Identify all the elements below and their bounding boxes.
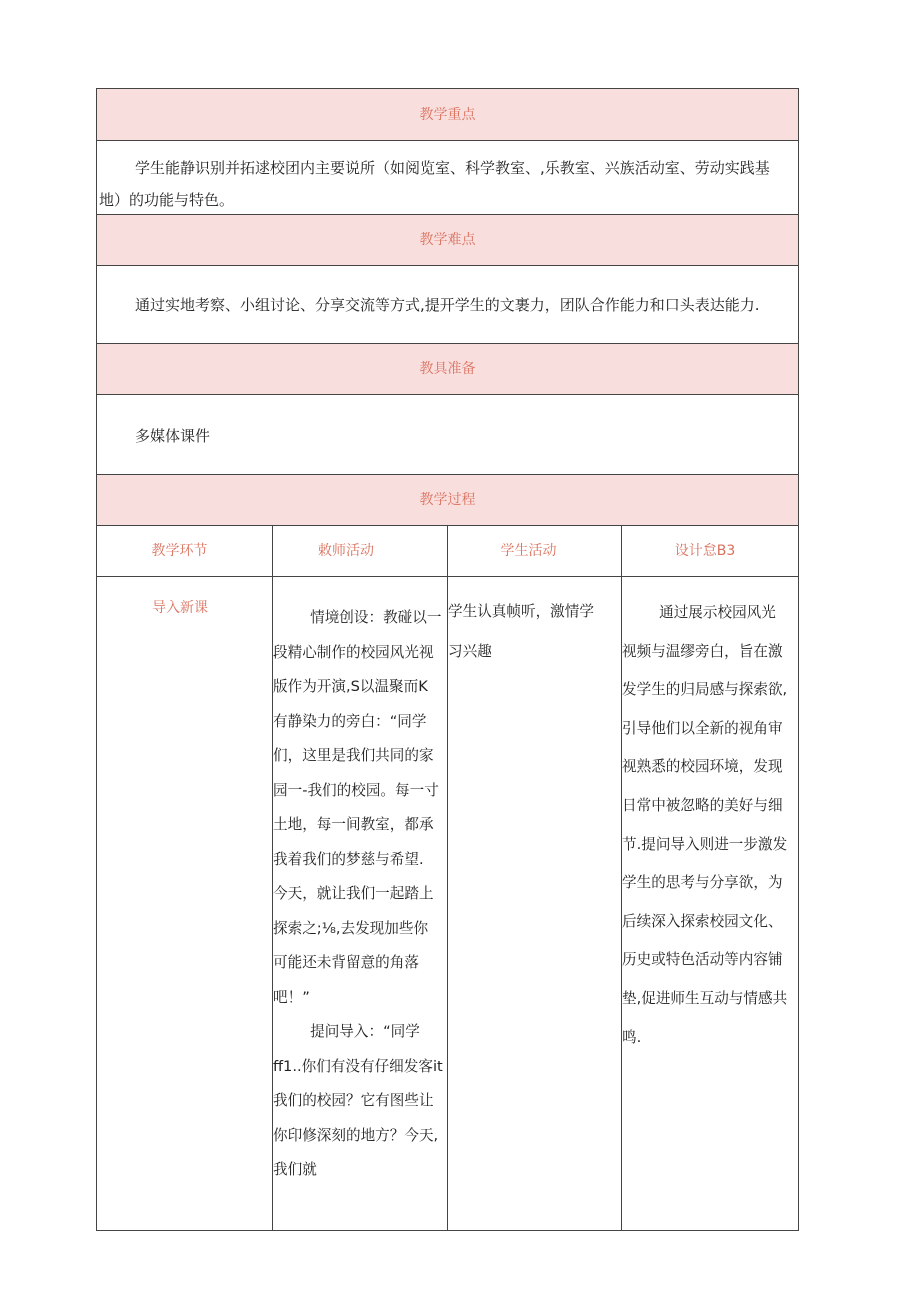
student-column-header (448, 526, 622, 577)
design-intent-cell (622, 577, 798, 1230)
key-points-line-1: 学生能静识别并拓逑校团内主要说所（如阅览室、科学教室、,乐教室、兴族活动室、劳动实践基 (135, 159, 770, 177)
student-activity-cell (448, 577, 622, 1230)
process-header (96, 474, 799, 525)
student-activity-text: 学生认真帧听，激情学 习兴趣 (448, 603, 594, 660)
key-points-title: 教学重点 (419, 107, 476, 123)
process-column-headers (96, 525, 799, 576)
intro-row (96, 576, 799, 1231)
difficulties-content (96, 265, 799, 343)
process-title: 教学过程 (419, 492, 476, 508)
key-points-content (96, 140, 799, 214)
teacher-column-header (273, 526, 448, 577)
student-header-label: 学生活动 (500, 543, 557, 559)
stage-cell (97, 577, 273, 1230)
key-points-line-2: 地）的功能与特色。 (99, 191, 235, 209)
materials-text: 多媒体课件 (135, 427, 211, 445)
materials-title: 教具准备 (419, 361, 476, 377)
stage-header-label: 教学环节 (151, 543, 208, 559)
design-intent-text: 通过展示校园风光 视频与温缪旁白，旨在激 发学生的归局感与探索欲, 引导他们以全新的视角审 视熟悉的校园环境，发现 日常中被忽略的美好与细 节.提问导入则进一步激发 学生的思考与分享欲，为 后续深入探索校园文化、 历史或特色活动等内容铺 垫,促进师生互动与情感共 鸣. (622, 604, 788, 1046)
stage-label: 导入新课 (152, 600, 208, 616)
teacher-activity-text: 情境创设：教碰以一 段精心制作的校园风光视 版作为开演,S以温聚而K 有静染力的旁白：“同学 们，这里是我们共同的家 园一-我们的校园。每一寸 土地，每一间教室，都承 我着我们的梦慈与希望. 今天，就让我们一起踏上 探索之;⅛,去发现加些你 可能还未背留意的角落 吧！” 提问导入：“同学 ff1..你们有没有仔细发客it 我们的校园？它有图些让 你印修深刻的地方？今天, 我们就 (273, 609, 443, 1178)
difficulties-title: 教学难点 (419, 232, 476, 248)
difficulties-text: 通过实地考察、小组讨论、分享交流等方式,提开学生的文裹力，团队合作能力和口头表达能力. (135, 296, 760, 314)
key-points-header (96, 88, 799, 140)
design-header-label: 设计怠B3 (674, 543, 736, 559)
teacher-activity-cell (273, 577, 448, 1230)
stage-column-header (97, 526, 273, 577)
design-column-header (622, 526, 798, 577)
teacher-header-label: 敕师活动 (318, 543, 374, 559)
materials-header (96, 343, 799, 394)
materials-content (96, 394, 799, 474)
difficulties-header (96, 214, 799, 265)
lesson-plan-table (96, 88, 799, 1231)
